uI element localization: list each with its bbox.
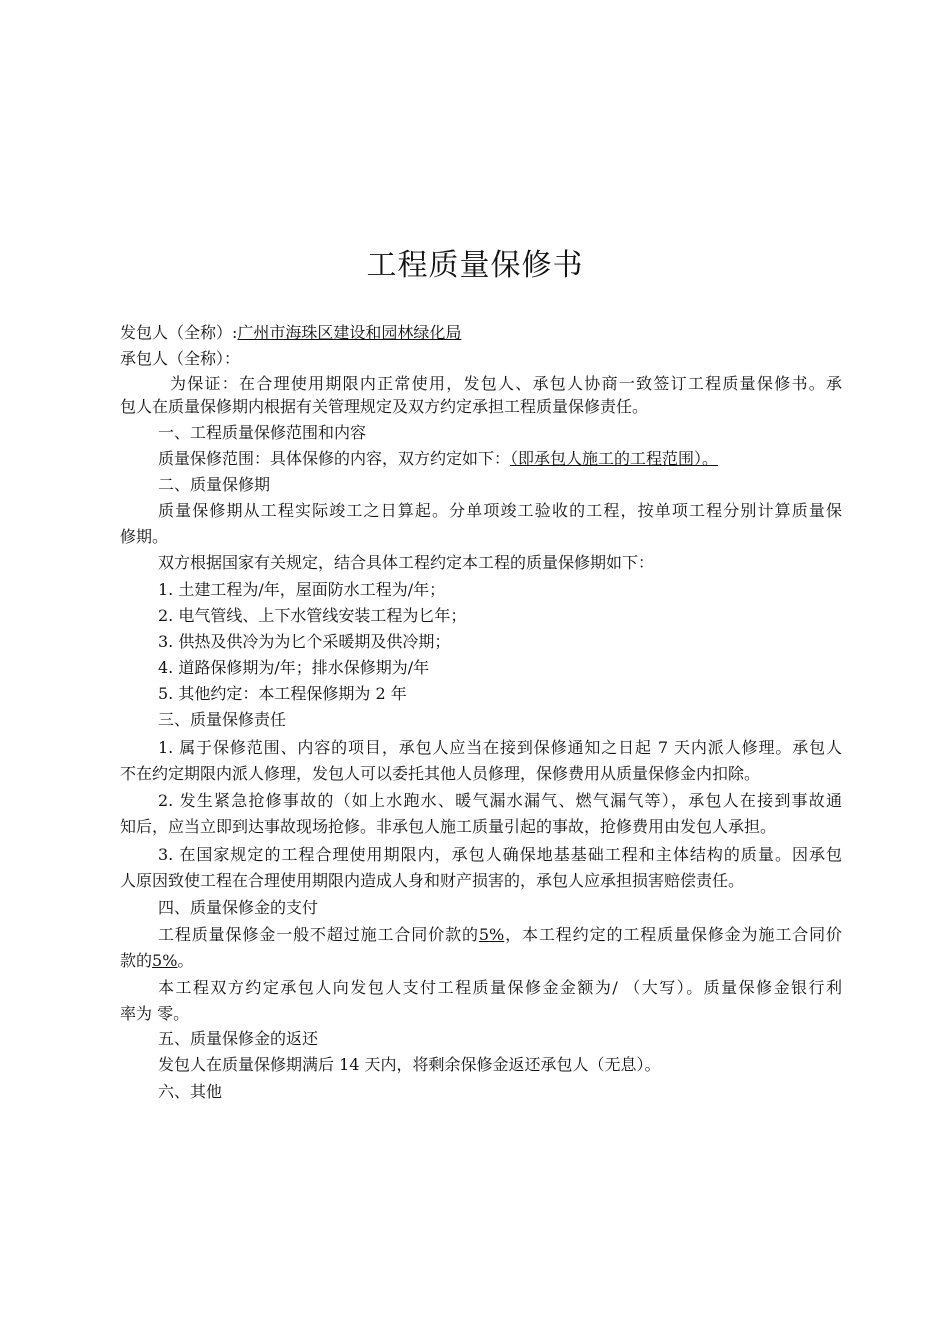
period-item-3: 3. 供热及供冷为为匕个采暖期及供冷期； (158, 632, 451, 651)
employer-line (120, 323, 842, 343)
section5-heading: 五、质量保修金的返还 (158, 1029, 319, 1048)
deposit-percent-limit: 5% (478, 925, 505, 944)
duty-item-1-line-2: 不在约定期限内派人修理，发包人可以委托其他人员修理，保修费用从质量保修金内扣除。 (120, 764, 761, 783)
period-item-5: 5. 其他约定：本工程保修期为 2 年 (158, 684, 407, 703)
section3-heading: 三、质量保修责任 (158, 710, 287, 729)
section4-heading: 四、质量保修金的支付 (158, 898, 319, 917)
deposit-amount-line-1: 本工程双方约定承包人向发包人支付工程质量保修金金额为/ （大写）。质量保修金银行利 (158, 978, 842, 997)
employer-label: 发包人（全称）: (120, 323, 238, 342)
period-agreement-line: 双方根据国家有关规定，结合具体工程约定本工程的质量保修期如下： (158, 553, 655, 572)
period-item-2: 2. 电气管线、上下水管线安装工程为匕年； (158, 606, 467, 625)
intro-line-2: 包人在质量保修期内根据有关管理规定及双方约定承担工程质量保修责任。 (120, 397, 649, 416)
employer-value: 广州市海珠区建设和园林绿化局 (237, 323, 462, 342)
deposit-percent-agreed: 5% (152, 951, 178, 970)
contractor-label: 承包人（全称）： (120, 349, 241, 368)
intro-line-1: 为保证：在合理使用期限内正常使用，发包人、承包人协商一致签订工程质量保修书。承 (170, 374, 842, 393)
duty-item-2-line-1: 2. 发生紧急抢修事故的（如上水跑水、暖气漏水漏气、燃气漏气等），承包人在接到事故通 (158, 791, 842, 810)
period-item-1: 1. 土建工程为/年，屋面防水工程为/年； (158, 580, 446, 599)
period-para-line-1: 质量保修期从工程实际竣工之日算起。分单项竣工验收的工程，按单项工程分别计算质量保 (158, 501, 842, 520)
section1-heading: 一、工程质量保修范围和内容 (158, 423, 367, 442)
duty-item-1-line-1: 1. 属于保修范围、内容的项目，承包人应当在接到保修通知之日起 7 天内派人修理。承包人 (158, 738, 842, 757)
return-para: 发包人在质量保修期满后 14 天内，将剩余保修金返还承包人（无息）。 (158, 1055, 661, 1074)
scope-value: （即承包人施工的工程范围）。 (510, 449, 719, 468)
deposit-text-c: 款的 (120, 951, 153, 970)
scope-label: 质量保修范围：具体保修的内容，双方约定如下： (158, 449, 511, 468)
deposit-amount-line-2: 率为 零。 (120, 1004, 190, 1023)
period-para-line-2: 修期。 (120, 527, 169, 546)
duty-item-3-line-1: 3. 在国家规定的工程合理使用期限内，承包人确保地基基础工程和主体结构的质量。因承包 (158, 845, 842, 864)
period-item-4: 4. 道路保修期为/年；排水保修期为/年 (158, 658, 430, 677)
section2-heading: 二、质量保修期 (158, 475, 271, 494)
scope-line (158, 449, 842, 469)
deposit-para-line-1 (158, 925, 842, 945)
section6-heading: 六、其他 (158, 1082, 223, 1101)
deposit-text-b: ，本工程约定的工程质量保修金为施工合同价 (504, 925, 842, 944)
deposit-text-d: 。 (177, 951, 194, 970)
deposit-para-line-2 (120, 951, 842, 971)
contractor-line (120, 349, 842, 369)
duty-item-3-line-2: 人原因致使工程在合理使用期限内造成人身和财产损害的，承包人应承担损害赔偿责任。 (120, 871, 745, 890)
document-title: 工程质量保修书 (366, 248, 584, 283)
duty-item-2-line-2: 知后，应当立即到达事故现场抢修。非承包人施工质量引起的事故，抢修费用由发包人承担。 (120, 817, 777, 836)
deposit-text-a: 工程质量保修金一般不超过施工合同价款的 (158, 925, 479, 944)
